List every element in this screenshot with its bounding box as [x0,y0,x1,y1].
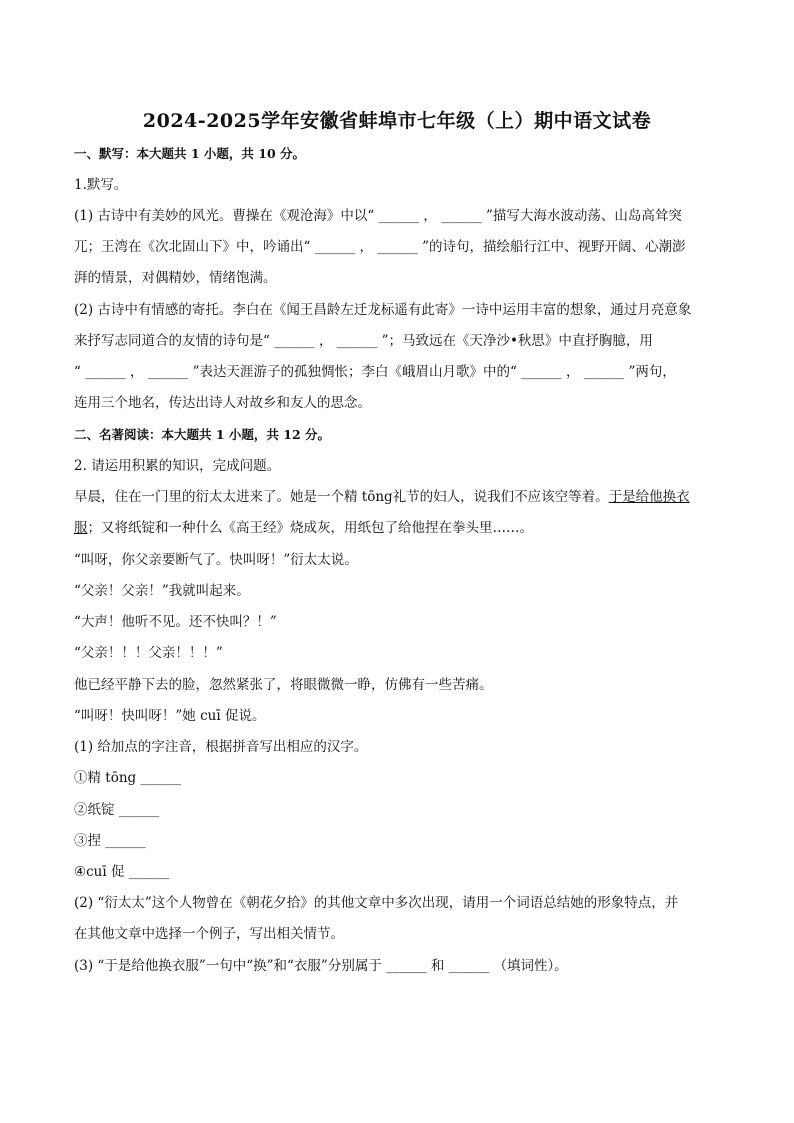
answer-item: ③捏 ______ [74,833,146,849]
section-heading-2: 二、名著阅读：本大题共 1 小题，共 12 分。 [74,427,331,442]
passage-line [74,487,720,507]
answer-item: ②纸锭 ______ [74,802,160,818]
sub-question-2: 在其他文章中选择一个例子，写出相关情节。 [74,926,344,942]
dialogue-line: “父亲！父亲！”我就叫起来。 [74,583,250,599]
answer-item: ④cuī 促 ______ [74,864,170,880]
dialogue-line: “叫呀，你父亲要断气了。快叫呀！”衍太太说。 [74,552,358,568]
q1-2-line: (2) 古诗中有情感的寄托。李白在《闻王昌龄左迁龙标遥有此寄》一诗中运用丰富的想象，通过月亮意象 [74,302,692,318]
answer-item: ①精 tōng ______ [74,770,181,786]
page-title: 2024-2025学年安徽省蚌埠市七年级（上）期中语文试卷 [142,110,652,132]
question-1-label: 1.默写。 [74,177,128,193]
sub-question-3: (3) “于是给他换衣服”一句中“换”和“衣服”分别属于 ______ 和 ______ （填词性）。 [74,958,568,974]
underlined-sentence: 服 [74,520,88,536]
underlined-sentence: 于是给他换衣 [608,489,690,505]
question-2-label: 2. 请运用积累的知识，完成问题。 [74,458,281,474]
q1-2-line: 连用三个地名，传达出诗人对故乡和友人的思念。 [74,395,371,411]
q1-1-line: 湃的情景，对偶精妙，情绪饱满。 [74,270,277,286]
dialogue-line: “叫呀！快叫呀！”她 cuī 促说。 [74,708,266,724]
section-heading-1: 一、默写：本大题共 1 小题，共 10 分。 [74,146,306,161]
q1-1-line: 兀；王湾在《次北固山下》中，吟诵出“ ______ ， ______ ”的诗句，描绘船行江中、视野开阔、心潮澎 [74,239,686,255]
passage-text: ；又将纸锭和一种什么《高王经》烧成灰，用纸包了给他捏在拳头里……。 [87,520,533,536]
dialogue-line: 他已经平静下去的脸，忽然紧张了，将眼微微一睁，仿佛有一些苦痛。 [74,677,493,693]
passage-text: 早晨，住在一门里的衍太太进来了。她是一个精 tōng礼节的妇人，说我们不应该空等着。 [74,489,609,505]
sub-question-1: (1) 给加点的字注音，根据拼音写出相应的汉字。 [74,739,368,755]
q1-2-line: 来抒写志同道合的友情的诗句是“ ______ ， ______ ”；马致远在《天净沙•秋思》中直抒胸臆，用 [74,333,653,349]
passage-line [74,518,720,538]
dialogue-line: “父亲！！！父亲！！！” [74,645,223,661]
dialogue-line: “大声！他听不见。还不快叫？！” [74,614,277,630]
q1-1-line: (1) 古诗中有美妙的风光。曹操在《观沧海》中以“ ______ ， ______ ”描写大海水波动荡、山岛高耸突 [74,208,682,224]
sub-question-2: (2) “衍太太”这个人物曾在《朝花夕拾》的其他文章中多次出现，请用一个词语总结她的形象特点，并 [74,895,679,911]
q1-2-line: “ ______ ， ______ ”表达天涯游子的孤独惆怅；李白《峨眉山月歌》中的“ ______ ， ______ ”两句， [74,364,676,380]
